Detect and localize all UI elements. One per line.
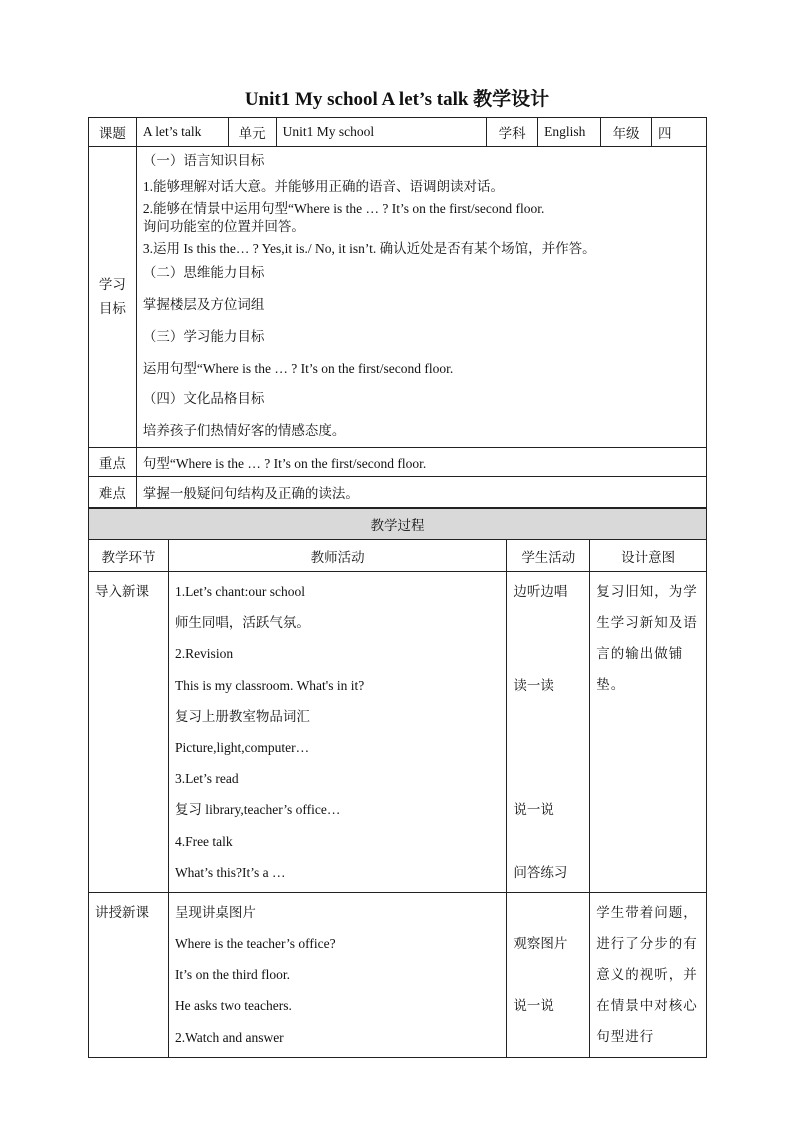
process-table bbox=[88, 508, 707, 1058]
teacher-activity-line: This is my classroom. What's in it? bbox=[174, 677, 365, 693]
student-activity-line bbox=[513, 1022, 583, 1053]
design-purpose-text: 复习旧知，为学生学习新知及语言的输出做铺垫。 bbox=[596, 584, 698, 692]
column-header-purpose: 设计意图 bbox=[590, 540, 707, 572]
page-title: Unit1 My school A let’s talk 教学设计 bbox=[244, 89, 550, 110]
stage-label: 导入新课 bbox=[95, 584, 149, 599]
objective-line: 培养孩子们热情好客的情感态度。 bbox=[142, 423, 346, 438]
student-activity-line bbox=[513, 701, 583, 732]
difficulties-value: 掌握一般疑问句结构及正确的读法。 bbox=[136, 477, 706, 508]
objective-line: 询问功能室的位置并回答。 bbox=[142, 219, 305, 234]
student-activity-line bbox=[513, 826, 583, 857]
objective-heading-1: （一）语言知识目标 bbox=[142, 153, 265, 168]
teacher-activity-line: 1.Let’s chant:our school bbox=[174, 584, 306, 599]
student-activity-line: 问答练习 bbox=[513, 864, 568, 880]
objective-line: 1.能够理解对话大意。并能够用正确的语音、语调朗读对话。 bbox=[142, 179, 504, 194]
student-activity-line: 说一说 bbox=[513, 802, 554, 818]
student-activity-line bbox=[513, 638, 583, 669]
objectives-label-line1: 学习 bbox=[98, 277, 126, 292]
student-activity-line: 读一读 bbox=[513, 677, 554, 693]
teacher-activity-cell bbox=[168, 892, 506, 1057]
teacher-activity-line: Where is the teacher’s office? bbox=[174, 936, 336, 952]
stage-cell bbox=[89, 892, 169, 1057]
header-row bbox=[89, 118, 707, 147]
unit-value: Unit1 My school bbox=[276, 118, 487, 147]
teacher-activity-line: 复习上册教室物品词汇 bbox=[174, 708, 310, 724]
teacher-activity-line: 3.Let’s read bbox=[174, 771, 239, 787]
stage-cell bbox=[89, 572, 169, 893]
objective-line: 2.能够在情景中运用句型“Where is the … ? It’s on the first/second floor. bbox=[142, 201, 545, 216]
teacher-activity-line: 复习 library,teacher’s office… bbox=[174, 802, 341, 818]
teacher-activity-line: He asks two teachers. bbox=[174, 998, 292, 1014]
design-purpose-cell bbox=[590, 572, 707, 893]
key-points-row bbox=[89, 448, 707, 477]
teacher-activity-line: 4.Free talk bbox=[174, 833, 233, 849]
student-activity-line: 边听边唱 bbox=[513, 584, 568, 599]
student-activity-cell bbox=[507, 892, 590, 1057]
objectives-label-line2: 目标 bbox=[98, 301, 126, 316]
difficulties-label: 难点 bbox=[89, 477, 137, 508]
objective-line: 掌握楼层及方位词组 bbox=[142, 297, 265, 312]
subject-label: 学科 bbox=[487, 118, 538, 147]
student-activity-line bbox=[513, 732, 583, 763]
objective-heading-2: （二）思维能力目标 bbox=[142, 265, 265, 280]
teacher-activity-line: 2.Revision bbox=[174, 646, 234, 662]
unit-label: 单元 bbox=[228, 118, 276, 147]
process-row-intro bbox=[89, 572, 707, 893]
process-section-title: 教学过程 bbox=[89, 509, 707, 540]
process-column-headers bbox=[89, 540, 707, 572]
objective-line: 3.运用 Is this the… ? Yes,it is./ No, it isn’t. 确认近处是否有某个场馆，并作答。 bbox=[142, 241, 596, 256]
key-points-value: 句型“Where is the … ? It’s on the first/second floor. bbox=[136, 448, 706, 477]
objectives-content bbox=[136, 147, 706, 448]
student-activity-line bbox=[513, 959, 583, 990]
teacher-activity-line: 师生同唱，活跃气氛。 bbox=[174, 615, 310, 631]
objective-heading-4: （四）文化品格目标 bbox=[142, 391, 265, 406]
teacher-activity-line: 呈现讲桌图片 bbox=[174, 904, 256, 920]
grade-label: 年级 bbox=[601, 118, 652, 147]
objectives-label bbox=[89, 147, 137, 448]
grade-value: 四 bbox=[652, 118, 707, 147]
objectives-row bbox=[89, 147, 707, 448]
process-section-row bbox=[89, 509, 707, 540]
topic-label: 课题 bbox=[89, 118, 137, 147]
column-header-student: 学生活动 bbox=[507, 540, 590, 572]
student-activity-line bbox=[513, 763, 583, 794]
difficulties-row bbox=[89, 477, 707, 508]
teacher-activity-line: What’s this?It’s a … bbox=[174, 864, 286, 880]
student-activity-line bbox=[513, 607, 583, 638]
teacher-activity-line: Picture,light,computer… bbox=[174, 739, 310, 755]
info-table bbox=[88, 117, 707, 508]
key-points-label: 重点 bbox=[89, 448, 137, 477]
column-header-stage: 教学环节 bbox=[89, 540, 169, 572]
process-row-new-lesson bbox=[89, 892, 707, 1057]
column-header-teacher: 教师活动 bbox=[168, 540, 506, 572]
student-activity-line: 说一说 bbox=[513, 998, 554, 1014]
topic-value: A let’s talk bbox=[136, 118, 228, 147]
student-activity-cell bbox=[507, 572, 590, 893]
objective-line: 运用句型“Where is the … ? It’s on the first/second floor. bbox=[142, 361, 454, 376]
stage-label: 讲授新课 bbox=[95, 904, 149, 920]
subject-value: English bbox=[538, 118, 601, 147]
student-activity-line bbox=[513, 897, 583, 928]
student-activity-line: 观察图片 bbox=[513, 936, 568, 952]
teacher-activity-line: 2.Watch and answer bbox=[174, 1029, 284, 1045]
teacher-activity-cell bbox=[168, 572, 506, 893]
design-purpose-cell bbox=[590, 892, 707, 1057]
objective-heading-3: （三）学习能力目标 bbox=[142, 329, 265, 344]
design-purpose-text: 学生带着问题，进行了分步的有意义的视听，并在情景中对核心句型进行 bbox=[596, 904, 698, 1044]
teacher-activity-line: It’s on the third floor. bbox=[174, 967, 291, 983]
